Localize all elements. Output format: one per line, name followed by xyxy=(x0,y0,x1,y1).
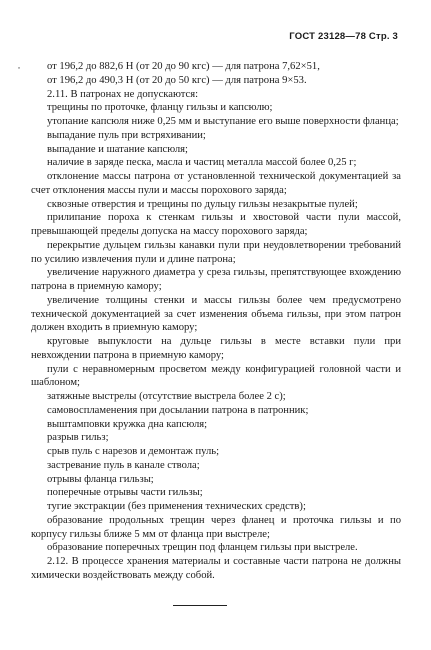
list-item: выпадание и шатание капсюля; xyxy=(47,143,188,155)
paragraph: от 196,2 до 490,3 Н (от 20 до 50 кгс) — для патрона 9×53. xyxy=(47,74,307,86)
body-text xyxy=(31,60,401,583)
paragraph: от 196,2 до 882,6 Н (от 20 до 90 кгс) — для патрона 7,62×51, xyxy=(47,61,320,72)
list-item: разрыв гильз; xyxy=(47,432,109,444)
list-item: прилипание пороха к стенкам гильзы и хвостовой части пули массой, превышающей пределы допуска на массу порохового заряда; xyxy=(31,212,401,237)
list-item: поперечные отрывы части гильзы; xyxy=(47,487,203,499)
list-item: затяжные выстрелы (отсутствие выстрела более 2 с); xyxy=(47,391,286,402)
list-item: увеличение наружного диаметра у среза гильзы, препятствующее вхождению патрона в приемную камору; xyxy=(31,267,401,292)
section-heading: 2.11. В патронах не допускаются: xyxy=(47,88,199,100)
section-paragraph: 2.12. В процессе хранения материалы и составные части патрона не должны химически воздействовать между собой. xyxy=(31,556,401,581)
stray-mark: ˙ xyxy=(17,64,21,78)
list-item: выштамповки кружка дна капсюля; xyxy=(47,418,208,430)
list-item: застревание пуль в канале ствола; xyxy=(47,459,200,471)
list-item: срыв пуль с нарезов и демонтаж пуль; xyxy=(47,446,220,457)
page-header: ГОСТ 23128—78 Стр. 3 xyxy=(289,31,398,42)
list-item: тугие экстракции (без применения технических средств); xyxy=(47,501,306,512)
list-item: наличие в заряде песка, масла и частиц металла массой более 0,25 г; xyxy=(47,157,357,169)
list-item: круговые выпуклости на дульце гильзы в месте вставки пули при невхождении патрона в приемную камору; xyxy=(31,336,401,361)
list-item: увеличение толщины стенки и массы гильзы более чем предусмотрено технической документацией за счет изменения объема гильзы, при этом патрон должен входить в приемную камору; xyxy=(31,294,401,334)
list-item: пули с неравномерным просветом между конфигурацией головной части и шаблоном; xyxy=(31,363,401,389)
list-item: отрывы фланца гильзы; xyxy=(47,473,154,485)
list-item: перекрытие дульцем гильзы канавки пули при неудовлетворении требований по усилию извлечения пули и длине патрона; xyxy=(31,239,401,265)
list-item: трещины по проточке, фланцу гильзы и капсюлю; xyxy=(47,102,273,114)
list-item: утопание капсюля ниже 0,25 мм и выступание его выше поверхности фланца; xyxy=(47,116,399,127)
list-item: сквозные отверстия и трещины по дульцу гильзы незакрытые пулей; xyxy=(47,198,358,210)
list-item: образование продольных трещин через фланец и проточка гильзы и по корпусу гильзы ближе 5 мм от фланца при выстреле; xyxy=(31,514,401,540)
list-item: самовоспламенения при досылании патрона в патронник; xyxy=(47,404,309,416)
list-item: отклонение массы патрона от установленной технической документацией за счет отклонения массы пули и массы порохового заряда; xyxy=(31,171,401,196)
end-rule xyxy=(173,605,227,606)
list-item: образование поперечных трещин под фланцем гильзы при выстреле. xyxy=(47,542,358,554)
list-item: выпадание пуль при встряхивании; xyxy=(47,129,206,141)
